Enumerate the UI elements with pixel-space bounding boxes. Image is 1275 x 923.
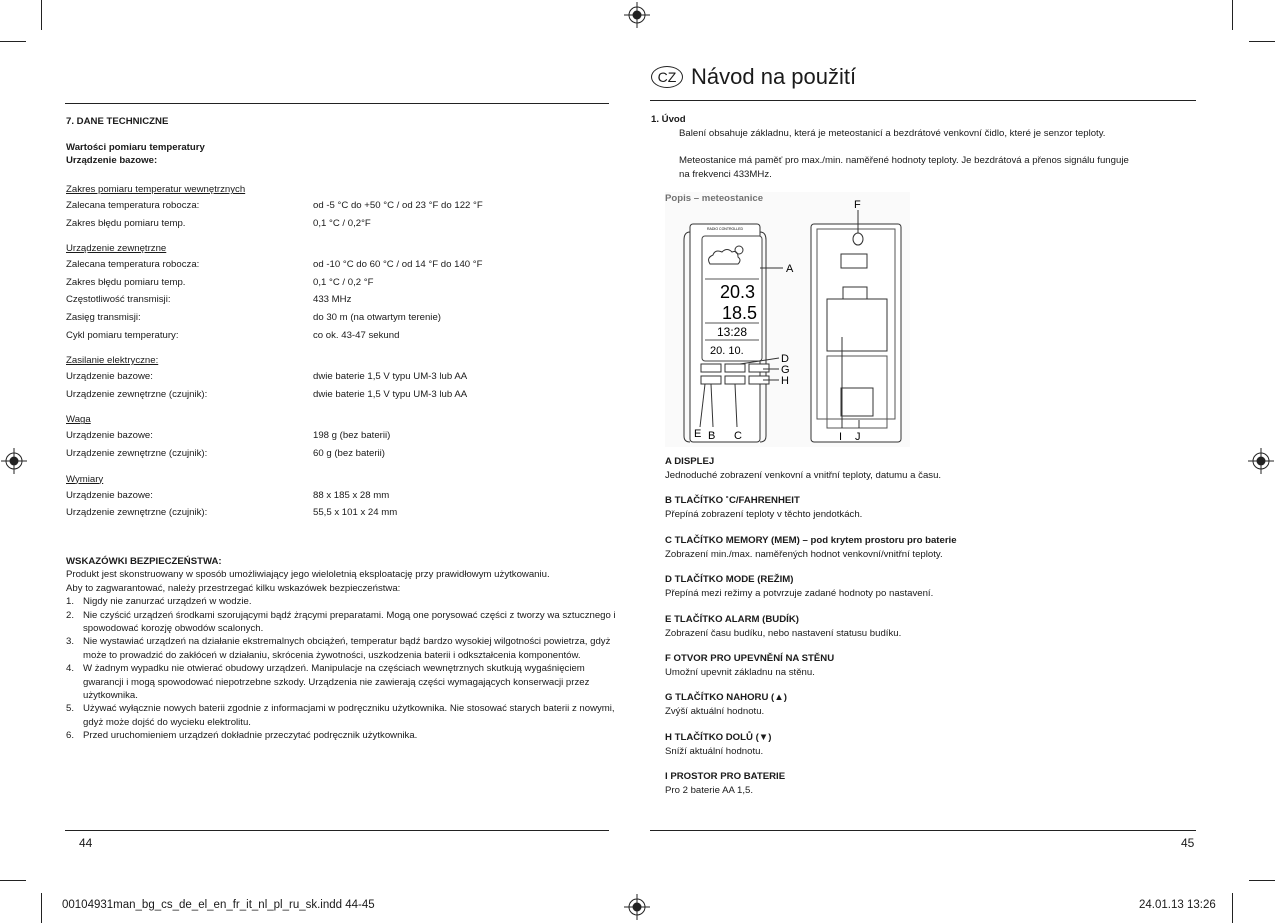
description-title: F OTVOR PRO UPEVNĚNÍ NA STĚNU	[665, 652, 835, 664]
safety-intro: Aby to zagwarantować, należy przestrzegać kilku wskazówek bezpieczeństwa:	[66, 582, 401, 594]
crop-mark	[0, 880, 26, 881]
spec-label: Urządzenie zewnętrzne (czujnik):	[66, 507, 208, 519]
spec-value: 198 g (bez baterii)	[313, 430, 391, 442]
safety-item	[66, 635, 616, 662]
safety-item-number: 4.	[66, 663, 75, 675]
description-item	[665, 455, 1095, 494]
spec-value: 0,1 °C / 0,2 °F	[313, 276, 374, 288]
safety-intro: Produkt jest skonstruowany w sposób umożliwiający jego wieloletnią eksploatację przy prawidłowym użytkowaniu.	[66, 569, 550, 581]
spec-label: Urządzenie bazowe:	[66, 430, 153, 442]
description-title: C TLAČÍTKO MEMORY (MEM) – pod krytem prostoru pro baterie	[665, 534, 957, 546]
safety-item	[66, 662, 616, 702]
safety-item-number: 2.	[66, 609, 75, 621]
spec-row	[66, 487, 611, 505]
label-J: J	[855, 431, 861, 443]
spec-row	[66, 327, 611, 345]
spec-row	[66, 445, 611, 463]
header-rule	[65, 103, 609, 104]
safety-item-text: Przed uruchomieniem urządzeń dokładnie przeczytać podręcznik użytkownika.	[83, 730, 418, 742]
diagram-heading: Popis – meteostanice	[665, 193, 764, 204]
label-A: A	[786, 263, 794, 275]
lcd-indoor-temp: 18.5	[722, 303, 758, 323]
crop-mark	[1232, 893, 1233, 923]
spec-row	[66, 368, 611, 386]
alarm-button	[701, 364, 721, 372]
label-B: B	[708, 430, 716, 442]
subtitle: Urządzenie bazowe:	[66, 155, 158, 166]
description-text: Jednoduché zobrazení venkovní a vnitřní teploty, datumu a času.	[665, 470, 942, 481]
description-title: B TLAČÍTKO ˚C/FAHRENHEIT	[665, 495, 800, 507]
spec-section	[66, 472, 611, 522]
safety-item-number: 3.	[66, 636, 75, 648]
spec-section	[66, 182, 611, 232]
safety-item-text: Nie wystawiać urządzeń na działanie ekstremalnych obciążeń, temperatur bądź bardzo wysokiej wilgotności powietrza, gdyż może to prowadzić do zakłóceń w działaniu, skrócenia żywotności, uszkodzenia baterii i odkształcenia komponentów.	[83, 636, 611, 661]
crop-mark	[41, 0, 42, 30]
description-item	[665, 573, 1095, 612]
spec-value: dwie baterie 1,5 V typu UM-3 lub AA	[313, 388, 468, 400]
technical-data-section	[66, 114, 611, 522]
spec-label: Urządzenie zewnętrzne (czujnik):	[66, 388, 208, 400]
label-E: E	[694, 428, 702, 440]
safety-item-text: Nigdy nie zanurzać urządzeń w wodzie.	[83, 596, 252, 608]
intro-paragraph: Meteostanice má paměť pro max./min. naměřené hodnoty teploty. Je bezdrátová a přenos signálu funguje	[679, 155, 1129, 166]
intro-heading: 1. Úvod	[651, 114, 686, 125]
safety-heading: WSKAZÓWKI BEZPIECZEŃSTWA:	[66, 556, 222, 567]
spec-row	[66, 504, 611, 522]
safety-item-text: W żadnym wypadku nie otwierać obudowy urządzeń. Manipulacje na częściach wewnętrznych skutkują wygaśnięciem gwarancji i mogą spowodować niepotrzebne szkody. Urządzenia nie zawierają części wymagających konserwacji przez użytkownika.	[83, 663, 590, 702]
description-title: E TLAČÍTKO ALARM (BUDÍK)	[665, 613, 799, 625]
safety-item-number: 1.	[66, 596, 75, 608]
lcd-date: 20. 10.	[710, 345, 744, 357]
description-item	[665, 652, 1095, 691]
subtitle: Wartości pomiaru temperatury	[66, 142, 205, 153]
spec-value: od -5 °C do +50 °C / od 23 °F do 122 °F	[313, 200, 483, 211]
unit-button	[701, 376, 721, 384]
label-G: G	[781, 364, 790, 376]
description-text: Zobrazení min./max. naměřených hodnot venkovní/vnitřní teploty.	[665, 548, 943, 560]
safety-item-text: Nie czyścić urządzeń środkami szorującymi bądź żrącymi preparatami. Mogą one porysować części z tworzy wa sztucznego i spowodować korozję obwodów scalonych.	[83, 609, 616, 635]
spec-row	[66, 197, 611, 215]
description-item	[665, 770, 1095, 809]
spec-label: Zakres błędu pomiaru temp.	[66, 217, 186, 229]
label-I: I	[839, 431, 843, 443]
spec-label: Zalecana temperatura robocza:	[66, 200, 200, 211]
safety-item-number: 6.	[66, 730, 75, 742]
spec-section-heading: Urządzenie zewnętrzne	[66, 243, 167, 255]
intro-section	[651, 113, 1195, 182]
footer-rule	[650, 830, 1196, 831]
spec-section-heading: Wymiary	[66, 473, 104, 485]
spec-row	[66, 386, 611, 404]
label-F: F	[854, 199, 861, 211]
spec-label: Urządzenie zewnętrzne (czujnik):	[66, 447, 208, 459]
slug-datetime: 24.01.13 13:26	[1139, 899, 1216, 911]
spec-section-heading: Waga	[66, 414, 91, 426]
description-title: H TLAČÍTKO DOLŮ (▼)	[665, 731, 772, 743]
description-text: Zvýší aktuální hodnotu.	[665, 706, 765, 718]
spec-row	[66, 291, 611, 309]
spec-section	[66, 241, 611, 344]
description-item	[665, 494, 1095, 533]
spec-value: 55,5 x 101 x 24 mm	[313, 507, 398, 519]
page-number: 45	[1181, 836, 1195, 850]
mode-button	[725, 364, 745, 372]
section-title: 7. DANE TECHNICZNE	[66, 116, 169, 127]
description-title: D TLAČÍTKO MODE (REŽIM)	[665, 574, 794, 586]
description-item	[665, 731, 1095, 770]
description-title: G TLAČÍTKO NAHORU (▲)	[665, 692, 787, 704]
description-title: A DISPLEJ	[665, 456, 715, 467]
spec-row	[66, 274, 611, 292]
registration-mark-icon	[1, 448, 27, 474]
footer-rule	[65, 830, 609, 831]
description-text: Přepíná zobrazení teploty v těchto jendotkách.	[665, 509, 863, 521]
spec-value: 433 MHz	[313, 294, 352, 306]
registration-mark-icon	[1248, 448, 1274, 474]
crop-mark	[41, 893, 42, 923]
lcd-time: 13:28	[717, 325, 748, 339]
label-C: C	[734, 430, 742, 442]
description-item	[665, 691, 1095, 730]
weather-station-diagram	[665, 192, 910, 447]
page-number: 44	[79, 836, 93, 850]
spec-section-heading: Zasilanie elektryczne:	[66, 355, 159, 367]
safety-item-number: 5.	[66, 703, 75, 715]
spec-value: 0,1 °C / 0,2°F	[313, 217, 371, 229]
spec-section-heading: Zakres pomiaru temperatur wewnętrznych	[66, 184, 246, 195]
spec-row	[66, 256, 611, 274]
safety-list	[66, 595, 616, 742]
registration-mark-icon	[624, 2, 650, 28]
description-text: Pro 2 baterie AA 1,5.	[665, 785, 754, 797]
safety-item-text: Używać wyłącznie nowych baterii zgodnie z informacjami w podręczniku użytkownika. Nie stosować starych baterii z nowymi, gdyż może dojść do wycieku elektrolitu.	[83, 703, 615, 728]
battery-compartment	[827, 299, 887, 351]
mem-button	[725, 376, 745, 384]
spec-value: do 30 m (na otwartym terenie)	[313, 311, 441, 323]
safety-item	[66, 702, 616, 729]
slug-filename: 00104931man_bg_cs_de_el_en_fr_it_nl_pl_ru_sk.indd 44-45	[62, 899, 375, 911]
spec-section	[66, 353, 611, 403]
description-item	[665, 534, 1095, 573]
description-list	[665, 455, 1095, 810]
spec-label: Częstotliwość transmisji:	[66, 294, 171, 306]
intro-paragraph: Balení obsahuje základnu, která je meteostanicí a bezdrátové venkovní čidlo, které je senzor teploty.	[679, 128, 1106, 139]
description-item	[665, 613, 1095, 652]
spec-row	[66, 215, 611, 233]
description-text: Přepíná mezi režimy a potvrzuje zadané hodnoty po nastavení.	[665, 588, 934, 600]
spec-section	[66, 412, 611, 462]
safety-item	[66, 595, 616, 608]
title-text: Návod na použití	[691, 64, 857, 89]
intro-paragraph: na frekvenci 433MHz.	[679, 169, 772, 180]
label-H: H	[781, 375, 789, 387]
description-text: Umožní upevnit základnu na stěnu.	[665, 666, 815, 678]
safety-item	[66, 609, 616, 636]
page-title	[651, 64, 856, 90]
description-text: Zobrazení času budíku, nebo nastavení statusu budíku.	[665, 627, 902, 639]
spec-value: od -10 °C do 60 °C / od 14 °F do 140 °F	[313, 259, 483, 271]
spec-label: Urządzenie bazowe:	[66, 371, 153, 383]
spec-label: Cykl pomiaru temperatury:	[66, 329, 179, 341]
header-rule	[650, 100, 1196, 101]
crop-mark	[1249, 41, 1275, 42]
spec-label: Urządzenie bazowe:	[66, 489, 153, 501]
spec-value: dwie baterie 1,5 V typu UM-3 lub AA	[313, 371, 468, 383]
crop-mark	[1232, 0, 1233, 30]
spec-row	[66, 309, 611, 327]
spec-label: Zalecana temperatura robocza:	[66, 259, 200, 271]
label-D: D	[781, 353, 789, 365]
safety-section	[66, 555, 616, 743]
brand-text: RADIO CONTROLLED	[707, 227, 743, 231]
description-title: I PROSTOR PRO BATERIE	[665, 771, 786, 783]
spec-value: co ok. 43-47 sekund	[313, 329, 400, 341]
spec-value: 88 x 185 x 28 mm	[313, 489, 390, 501]
spec-label: Zasięg transmisji:	[66, 311, 141, 323]
language-badge: CZ	[651, 66, 683, 88]
spec-sections	[66, 182, 611, 522]
safety-item	[66, 729, 616, 742]
crop-mark	[1249, 880, 1275, 881]
registration-mark-icon	[624, 894, 650, 920]
spec-row	[66, 427, 611, 445]
crop-mark	[0, 41, 26, 42]
spec-value: 60 g (bez baterii)	[313, 447, 385, 459]
spec-label: Zakres błędu pomiaru temp.	[66, 276, 186, 288]
up-button	[749, 364, 769, 372]
lcd-outdoor-temp: 20.3	[720, 282, 756, 302]
description-text: Sníží aktuální hodnotu.	[665, 745, 764, 757]
